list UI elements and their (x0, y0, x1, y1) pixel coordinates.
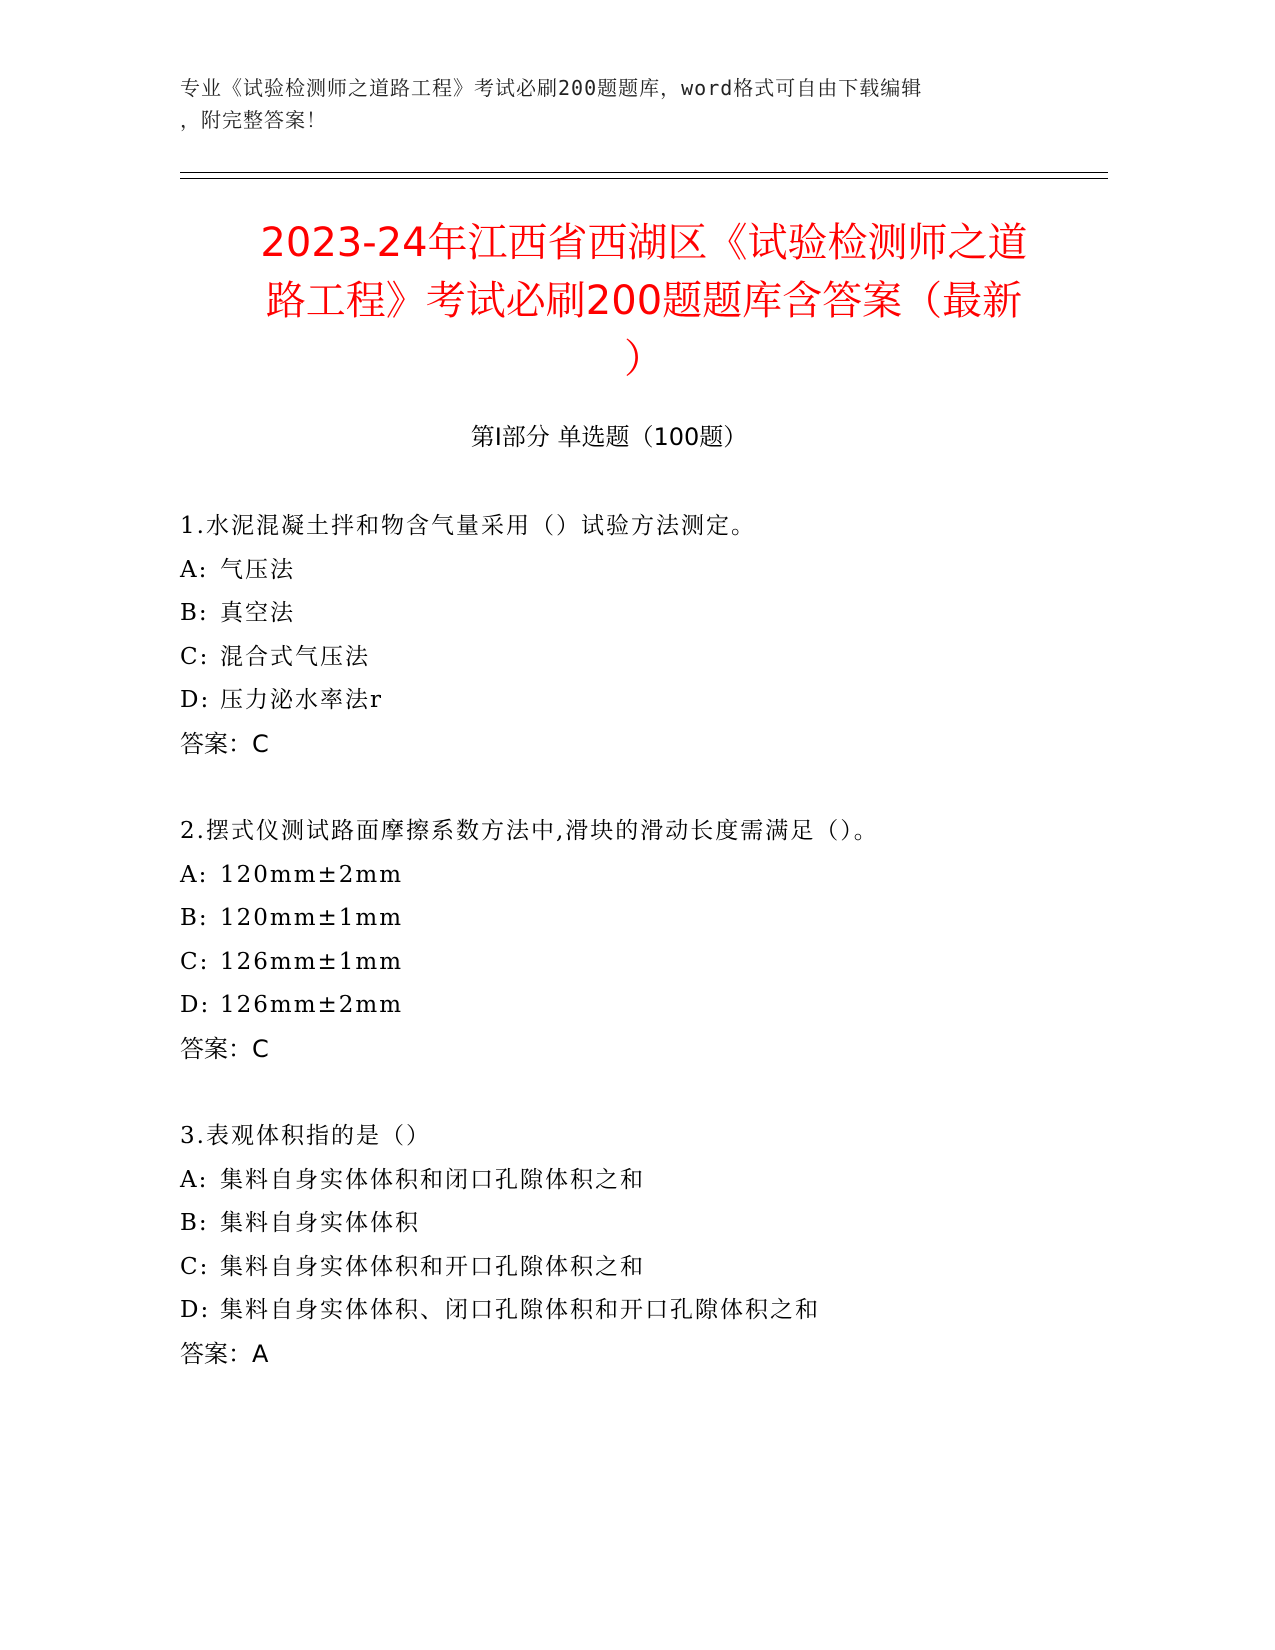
header-note-line1: 专业《试验检测师之道路工程》考试必刷200题题库，word格式可自由下载编辑 (180, 76, 923, 100)
option-text: 120mm±2mm (220, 861, 404, 888)
header-note-line2: ，附完整答案！ (180, 108, 327, 132)
header-note (180, 72, 1060, 136)
option-key: B: (180, 600, 209, 626)
header-rule-bottom (180, 178, 1108, 179)
option-text: 集料自身实体体积、闭口孔隙体积和开口孔隙体积之和 (220, 1297, 820, 1323)
document-title (180, 214, 1108, 388)
option-text: 集料自身实体体积 (220, 1210, 420, 1236)
option-key: A: (180, 861, 209, 888)
option-d (180, 679, 1100, 723)
question-list (180, 505, 1100, 1420)
option-key: C: (180, 1253, 210, 1280)
question-item (180, 505, 1100, 766)
option-key: B: (180, 1210, 209, 1236)
option-a (180, 854, 1100, 898)
option-key: B: (180, 905, 209, 931)
option-text: 气压法 (220, 556, 295, 583)
document-title-line1: 2023-24年江西省西湖区《试验检测师之道 (260, 220, 1028, 266)
option-c (180, 941, 1100, 985)
option-key: D: (180, 1297, 211, 1323)
option-text: 126mm±2mm (220, 992, 404, 1018)
option-key: D: (180, 687, 211, 713)
question-item (180, 810, 1100, 1071)
answer-line: 答案：C (180, 1034, 269, 1063)
option-c (180, 636, 1100, 680)
option-a (180, 549, 1100, 593)
option-d (180, 984, 1100, 1028)
option-key: A: (180, 1166, 209, 1193)
option-text: 压力泌水率法r (220, 687, 383, 713)
option-text: 真空法 (220, 600, 295, 626)
question-stem: 3.表观体积指的是（） (180, 1123, 431, 1149)
header-rule-top (180, 172, 1108, 173)
option-b (180, 1202, 1100, 1246)
option-d (180, 1289, 1100, 1333)
option-text: 混合式气压法 (220, 643, 370, 670)
answer-line: 答案：C (180, 729, 269, 758)
option-text: 126mm±1mm (220, 948, 404, 975)
option-key: D: (180, 992, 211, 1018)
option-key: C: (180, 643, 210, 670)
question-stem: 1.水泥混凝土拌和物含气量采用（）试验方法测定。 (180, 513, 756, 539)
option-b (180, 897, 1100, 941)
option-c (180, 1246, 1100, 1290)
option-text: 集料自身实体体积和闭口孔隙体积之和 (220, 1166, 645, 1193)
answer-line: 答案：A (180, 1339, 269, 1368)
option-key: A: (180, 556, 209, 583)
option-b (180, 592, 1100, 636)
question-stem: 2.摆式仪测试路面摩擦系数方法中,滑块的滑动长度需满足（）。 (180, 818, 879, 844)
document-title-line2: 路工程》考试必刷200题题库含答案（最新 (265, 278, 1023, 324)
option-a (180, 1159, 1100, 1203)
option-text: 集料自身实体体积和开口孔隙体积之和 (220, 1253, 645, 1280)
option-text: 120mm±1mm (220, 905, 404, 931)
option-key: C: (180, 948, 210, 975)
section-heading: 第Ⅰ部分 单选题（100题） (470, 423, 748, 451)
document-title-line3: ） (624, 336, 664, 382)
question-item (180, 1115, 1100, 1376)
